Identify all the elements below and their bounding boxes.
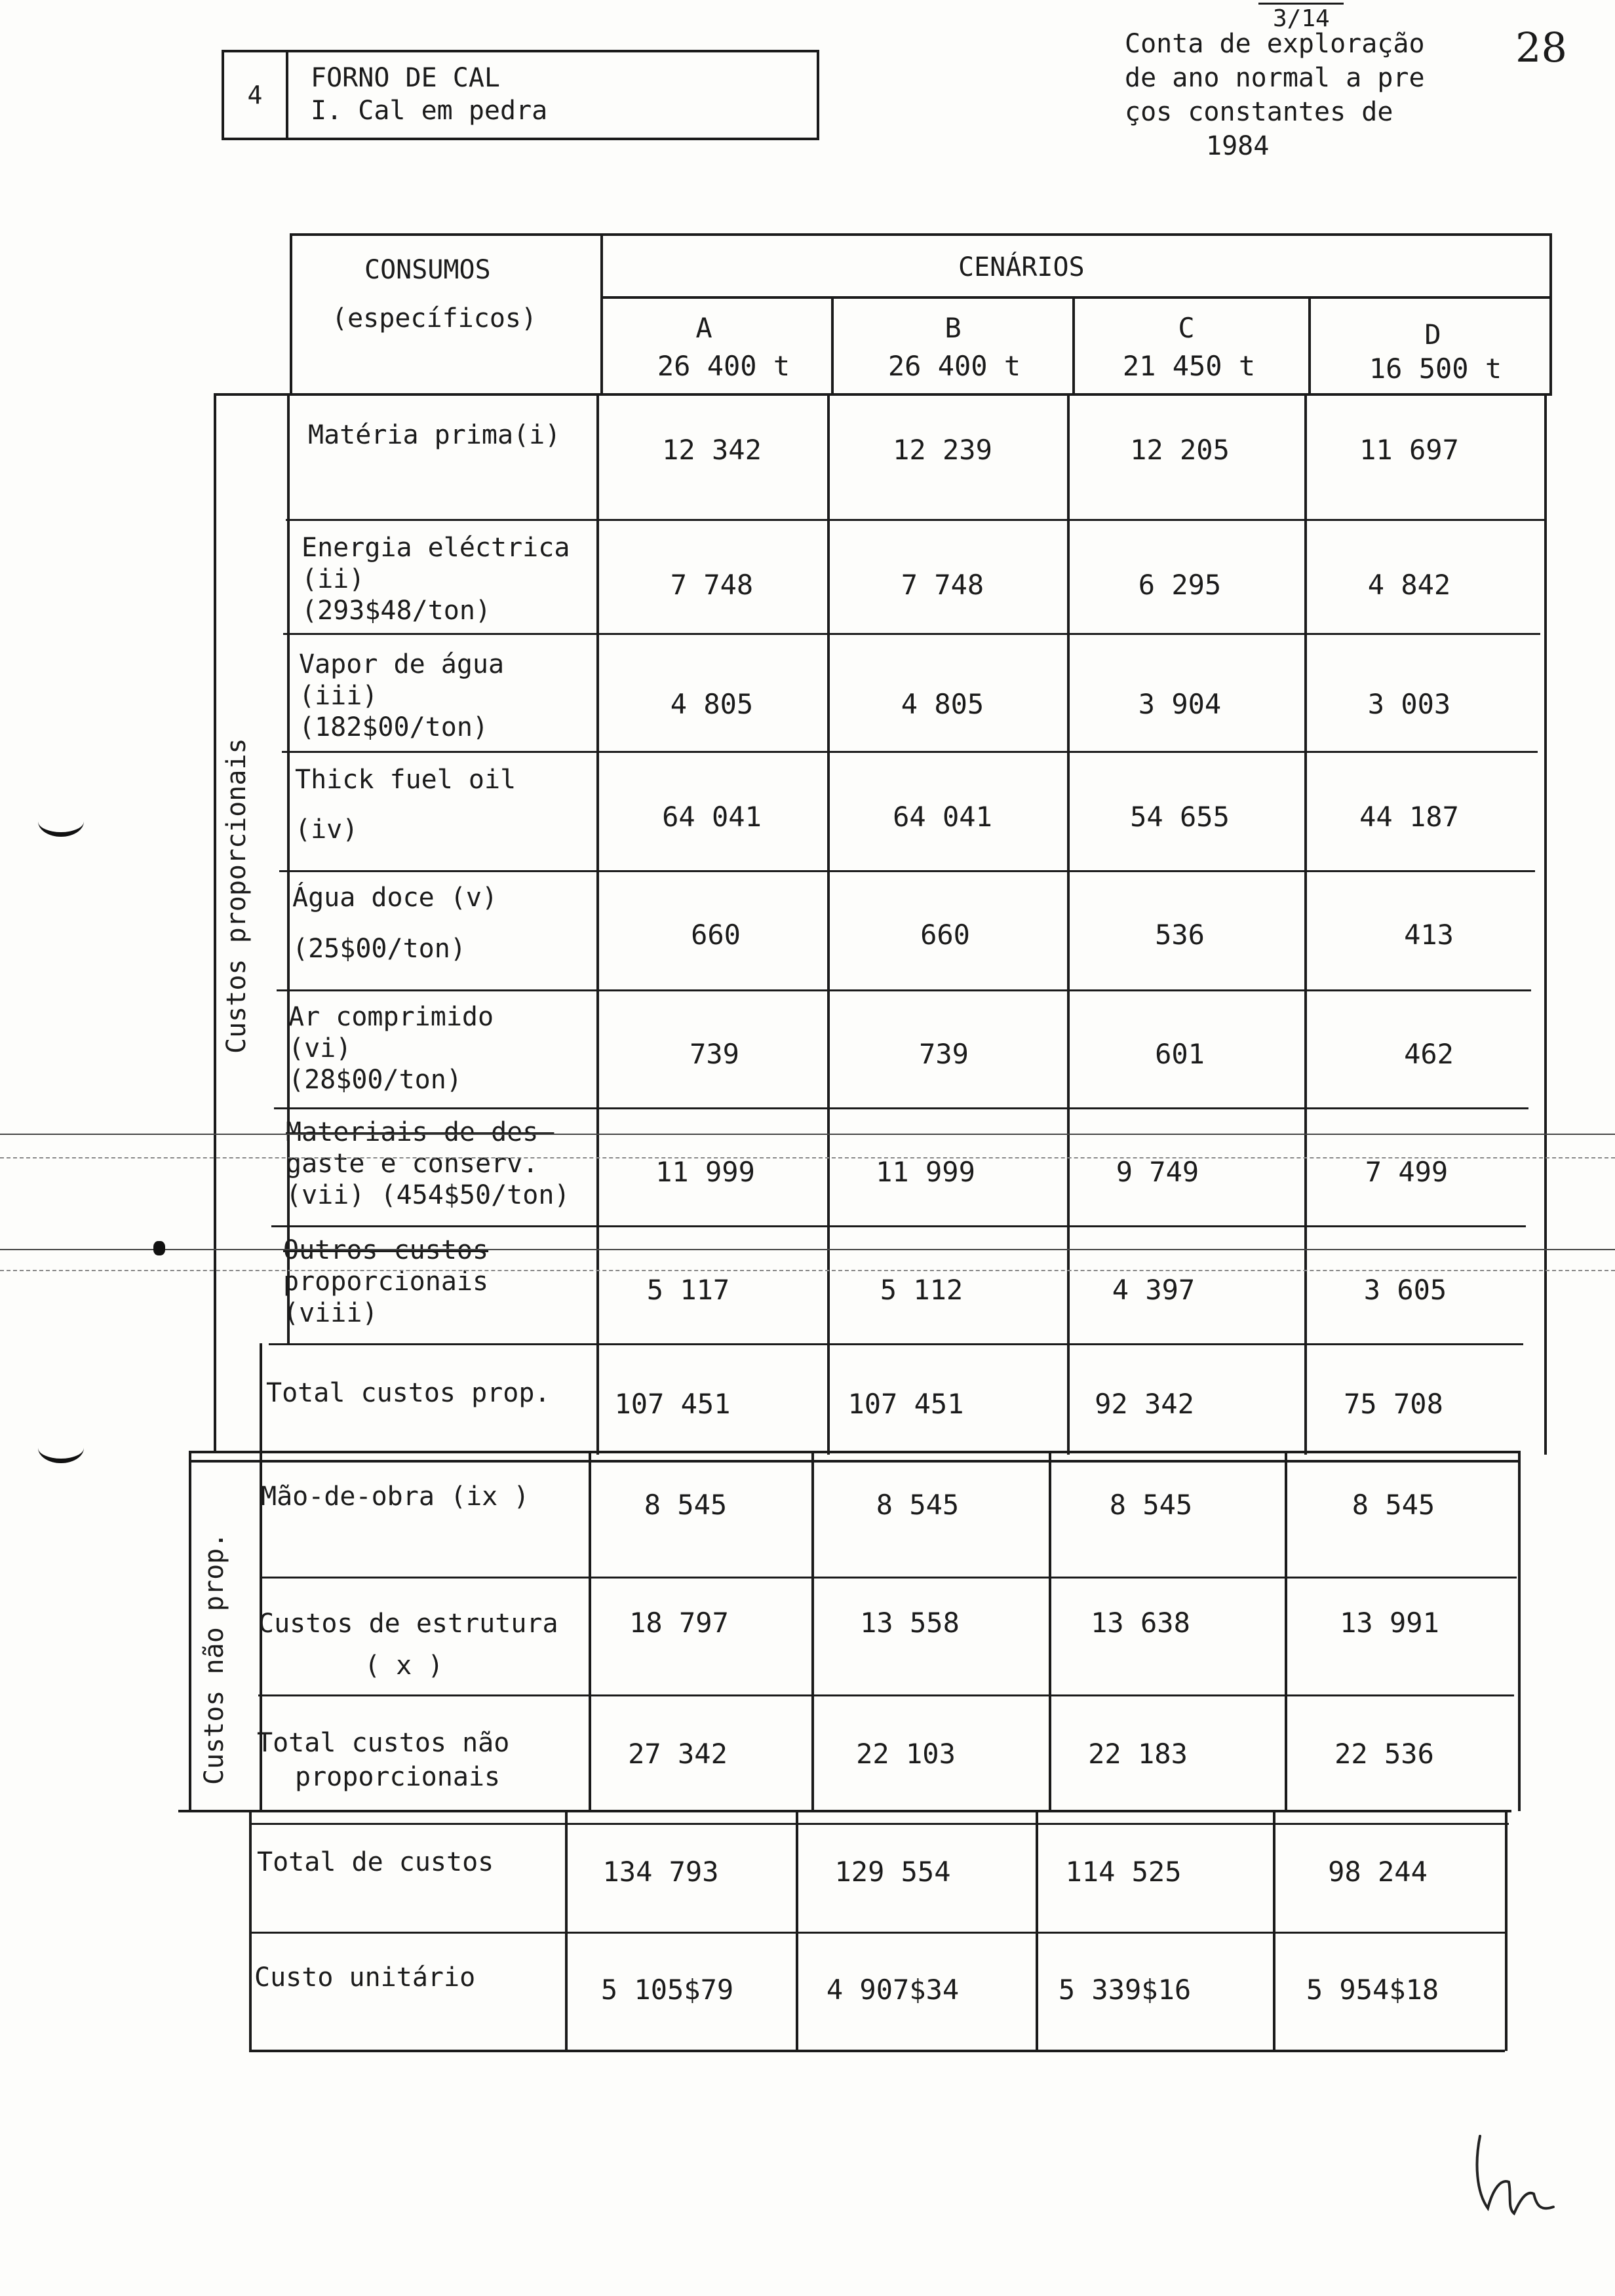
row-label-outros-3: (viii)	[283, 1298, 378, 1328]
table-cell-value: 4 805	[901, 688, 984, 720]
col-divider-ab	[827, 393, 830, 1455]
row-label-energia-2: (ii)	[302, 564, 365, 594]
table-cell-value: 13 558	[860, 1607, 960, 1639]
scan-artifact-line	[0, 1270, 1615, 1271]
table-cell-value: 8 545	[876, 1489, 960, 1521]
table-cell-value: 13 991	[1340, 1607, 1439, 1639]
row-label-total-prop: Total custos prop.	[266, 1378, 551, 1408]
row-label-estrutura-2: ( x )	[364, 1651, 444, 1681]
margin-bracket-mark	[38, 806, 84, 837]
row-label-vapor-1: Vapor de água	[299, 649, 505, 679]
table-cell-value: 3 904	[1138, 688, 1222, 720]
group-label-non-proportional: Custos não prop.	[199, 1532, 229, 1785]
col-divider-cd	[1304, 393, 1307, 1455]
row-label-outros-2: proporcionais	[283, 1267, 489, 1297]
col-divider-label-a-bottom	[565, 1810, 568, 2051]
row-label-estrutura-1: Custos de estrutura	[258, 1609, 558, 1639]
table-cell-value: 8 545	[644, 1489, 728, 1521]
label-col-left-border-bottom	[249, 1810, 252, 2051]
description-line-1: Conta de exploração	[1125, 29, 1425, 59]
scenario-b-letter: B	[944, 312, 962, 344]
row-label-ar-3: (28$00/ton)	[288, 1065, 462, 1095]
row-label-total-custos: Total de custos	[257, 1847, 494, 1877]
row-label-total-nao-prop-1: Total custos não	[257, 1728, 510, 1758]
page-ref-overline	[1258, 3, 1344, 5]
pen-mark	[153, 1241, 165, 1255]
table-cell-value: 5 339$16	[1058, 1974, 1192, 2006]
table-cell-value: 11 999	[876, 1156, 975, 1188]
scenario-c-tonnage: 21 450 t	[1122, 350, 1256, 382]
table-cell-value: 3 605	[1363, 1274, 1447, 1306]
table-cell-value: 739	[690, 1038, 739, 1070]
table-cell-value: 11 999	[655, 1156, 755, 1188]
row-line	[274, 1107, 1528, 1109]
group-nonprop-left-border	[189, 1451, 191, 1811]
col-divider-ab-bottom	[796, 1810, 798, 2051]
table-right-border-bottom	[1505, 1810, 1508, 2051]
table-cell-value: 22 103	[856, 1738, 956, 1770]
table-cell-value: 64 041	[893, 801, 992, 833]
header-title: FORNO DE CAL	[311, 63, 500, 93]
col-divider-label-a-lower	[589, 1451, 591, 1811]
table-cell-value: 7 748	[901, 569, 984, 601]
col-divider-label-a	[596, 393, 599, 1455]
corner-header-line-1: CONSUMOS	[364, 255, 491, 285]
row-line	[269, 1343, 1523, 1345]
table-cell-value: 18 797	[629, 1607, 729, 1639]
col-divider-bc-bottom	[1036, 1810, 1038, 2051]
table-cell-value: 92 342	[1095, 1388, 1194, 1420]
scenario-a-tonnage: 26 400 t	[657, 350, 790, 382]
scan-artifact-line	[0, 1157, 1615, 1158]
col-divider-cd-bottom	[1273, 1810, 1275, 2051]
row-label-materiais-2: gaste e conserv.	[286, 1149, 539, 1179]
row-line	[282, 751, 1538, 753]
section-divider-3	[178, 1810, 1511, 1812]
row-label-agua-1: Água doce (v)	[292, 883, 498, 913]
table-cell-value: 4 397	[1112, 1274, 1196, 1306]
row-line	[286, 519, 1547, 521]
table-cell-value: 601	[1155, 1038, 1205, 1070]
header-box	[222, 50, 819, 140]
margin-bracket-mark	[38, 1432, 84, 1463]
row-label-energia-1: Energia eléctrica	[302, 533, 570, 563]
header-col-divider-ab	[831, 296, 834, 394]
group-prop-left-border	[214, 393, 216, 1452]
description-line-4: 1984	[1206, 131, 1270, 161]
page-number: 28	[1515, 24, 1567, 71]
col-divider-cd-lower	[1285, 1451, 1287, 1811]
corner-right-border	[600, 233, 603, 394]
table-cell-value: 129 554	[834, 1856, 951, 1888]
table-right-border	[1544, 393, 1547, 1455]
col-divider-bc	[1067, 393, 1070, 1455]
row-line	[271, 1225, 1526, 1227]
table-cell-value: 12 205	[1130, 434, 1230, 466]
row-label-custo-unitario: Custo unitário	[254, 1962, 476, 1993]
table-cell-value: 114 525	[1065, 1856, 1182, 1888]
table-top-border	[290, 233, 1552, 236]
row-label-ar-1: Ar comprimido	[288, 1002, 494, 1032]
row-label-ar-2: (vi)	[288, 1033, 352, 1063]
table-cell-value: 98 244	[1328, 1856, 1428, 1888]
row-label-materia-prima: Matéria prima(i)	[308, 420, 561, 450]
table-cell-value: 739	[919, 1038, 969, 1070]
table-cell-value: 12 342	[662, 434, 762, 466]
row-label-vapor-2: (iii)	[299, 681, 378, 711]
table-cell-value: 12 239	[893, 434, 992, 466]
table-cell-value: 5 954$18	[1306, 1974, 1439, 2006]
table-cell-value: 22 183	[1088, 1738, 1188, 1770]
scenario-c-letter: C	[1178, 312, 1195, 344]
table-cell-value: 5 117	[646, 1274, 730, 1306]
row-label-mao-de-obra: Mão-de-obra (ix )	[261, 1482, 530, 1512]
table-cell-value: 11 697	[1359, 434, 1459, 466]
scan-artifact-line	[0, 1249, 1615, 1250]
table-cell-value: 5 112	[880, 1274, 963, 1306]
table-cell-value: 4 907$34	[826, 1974, 960, 2006]
row-label-outros-1: Outros custos	[283, 1235, 489, 1265]
table-cell-value: 54 655	[1130, 801, 1230, 833]
description-line-3: ços constantes de	[1125, 97, 1393, 127]
table-cell-value: 27 342	[628, 1738, 728, 1770]
header-bottom-border	[214, 393, 1552, 396]
table-cell-value: 413	[1404, 919, 1454, 951]
table-cell-value: 3 003	[1367, 688, 1451, 720]
row-line	[277, 989, 1531, 991]
row-label-agua-2: (25$00/ton)	[292, 934, 466, 964]
row-label-materiais-1: Materiais de des-	[286, 1117, 555, 1147]
table-cell-value: 107 451	[614, 1388, 731, 1420]
row-label-vapor-3: (182$00/ton)	[299, 712, 488, 742]
row-line	[250, 1932, 1508, 1934]
corner-left-border	[290, 233, 292, 394]
table-cell-value: 134 793	[602, 1856, 719, 1888]
table-cell-value: 75 708	[1344, 1388, 1443, 1420]
row-line	[279, 870, 1535, 872]
table-cell-value: 8 545	[1109, 1489, 1193, 1521]
table-cell-value: 660	[920, 919, 970, 951]
row-label-materiais-3: (vii) (454$50/ton)	[286, 1180, 570, 1210]
table-bottom-border	[249, 2050, 1505, 2052]
scenario-header-divider	[600, 296, 1552, 299]
section-divider-2	[189, 1460, 1521, 1463]
scenario-b-tonnage: 26 400 t	[887, 350, 1021, 382]
header-col-divider-bc	[1072, 296, 1075, 394]
col-divider-bc-lower	[1049, 1451, 1051, 1811]
row-label-total-nao-prop-2: proporcionais	[295, 1762, 501, 1792]
corner-header-line-2: (específicos)	[332, 303, 537, 334]
table-cell-value: 7 499	[1365, 1156, 1449, 1188]
table-cell-value: 7 748	[670, 569, 754, 601]
table-right-border-top	[1549, 233, 1552, 394]
section-divider-4	[249, 1823, 1509, 1825]
page-reference: 3/14	[1273, 5, 1330, 32]
group-label-proportional: Custos proporcionais	[222, 738, 252, 1054]
scenario-d-tonnage: 16 500 t	[1369, 353, 1502, 385]
table-cell-value: 22 536	[1334, 1738, 1434, 1770]
table-cell-value: 44 187	[1359, 801, 1459, 833]
table-right-border-lower	[1518, 1451, 1521, 1811]
scenarios-label: CENÁRIOS	[958, 252, 1085, 282]
scenario-a-letter: A	[695, 312, 712, 344]
row-line	[283, 633, 1540, 635]
table-cell-value: 64 041	[662, 801, 762, 833]
scan-artifact-line	[0, 1134, 1615, 1135]
scenario-d-letter: D	[1424, 318, 1441, 351]
description-line-2: de ano normal a pre	[1125, 63, 1425, 93]
table-cell-value: 107 451	[847, 1388, 964, 1420]
table-cell-value: 4 805	[670, 688, 754, 720]
row-line	[261, 1577, 1517, 1578]
row-line	[258, 1694, 1514, 1696]
table-cell-value: 5 105$79	[600, 1974, 734, 2006]
col-divider-ab-lower	[811, 1451, 814, 1811]
signature-initials	[1468, 2130, 1573, 2228]
header-col-divider-cd	[1308, 296, 1311, 394]
table-cell-value: 6 295	[1138, 569, 1222, 601]
table-cell-value: 462	[1404, 1038, 1454, 1070]
section-divider-1	[189, 1451, 1521, 1453]
table-cell-value: 8 545	[1352, 1489, 1435, 1521]
table-cell-value: 13 638	[1091, 1607, 1190, 1639]
row-label-energia-3: (293$48/ton)	[302, 596, 491, 626]
header-subtitle: I. Cal em pedra	[311, 96, 548, 126]
table-cell-value: 9 749	[1116, 1156, 1199, 1188]
table-cell-value: 536	[1155, 919, 1205, 951]
row-label-fuel-1: Thick fuel oil	[295, 765, 516, 795]
table-cell-value: 660	[691, 919, 741, 951]
row-label-fuel-2: (iv)	[295, 814, 359, 845]
table-cell-value: 4 842	[1367, 569, 1451, 601]
section-number: 4	[224, 52, 288, 138]
